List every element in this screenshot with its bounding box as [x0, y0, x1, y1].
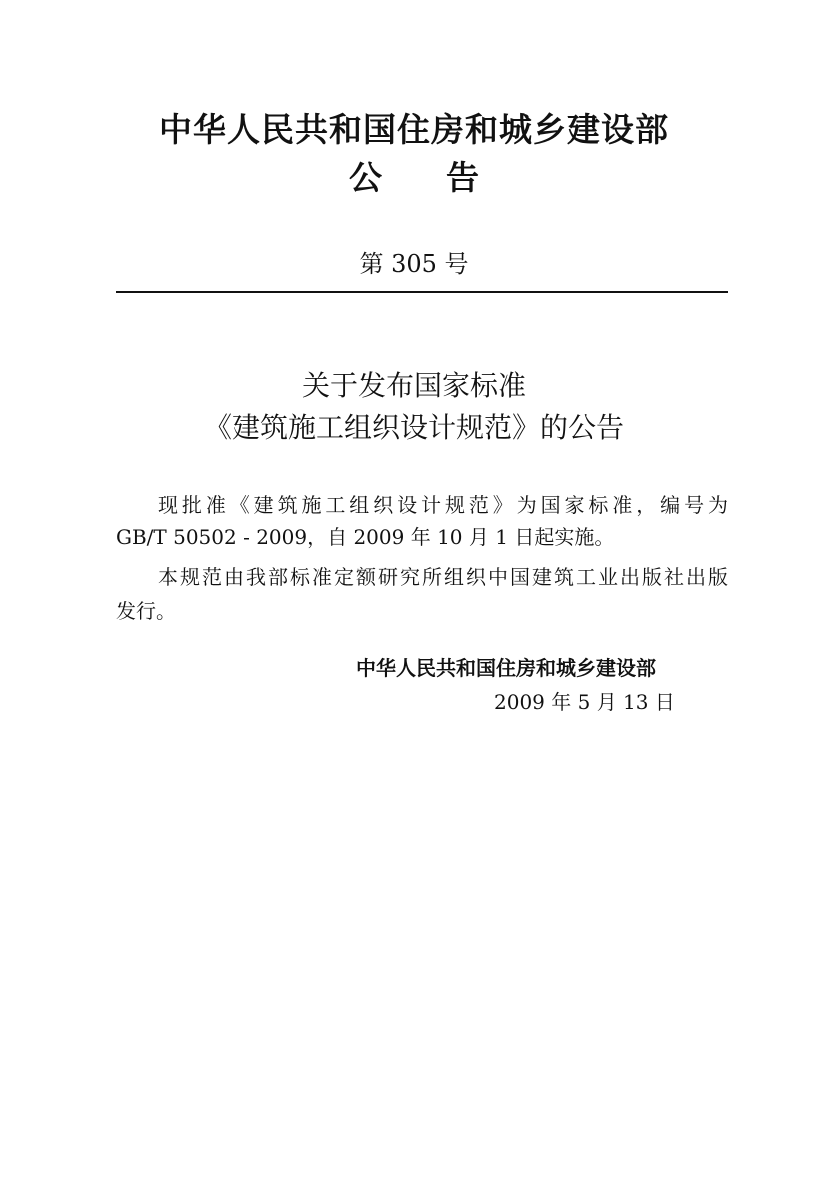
- notice-label: [0, 152, 828, 199]
- notice-label-part2: 告: [446, 158, 479, 197]
- signature-organization: 中华人民共和国住房和城乡建设部: [356, 656, 656, 680]
- subject-title-line2: 《建筑施工组织设计规范》的公告: [203, 411, 624, 444]
- paragraph-1-line-2: GB/T 50502 - 2009，自 2009 年 10 月 1 日起实施。: [116, 525, 615, 549]
- subject-title-line1: 关于发布国家标准: [301, 369, 526, 402]
- notice-number: 第 305 号: [359, 250, 469, 278]
- ministry-title: 中华人民共和国住房和城乡建设部: [159, 110, 669, 149]
- notice-label-part1: 公: [349, 158, 382, 197]
- signature-date: 2009 年 5 月 13 日: [494, 690, 675, 714]
- paragraph-1-line-1: 现批准《建筑施工组织设计规范》为国家标准，编号为: [158, 493, 728, 517]
- paragraph-2-line-2: 发行。: [116, 599, 176, 623]
- header-divider: [116, 291, 728, 293]
- paragraph-2-line-1: 本规范由我部标准定额研究所组织中国建筑工业出版社出版: [158, 565, 728, 589]
